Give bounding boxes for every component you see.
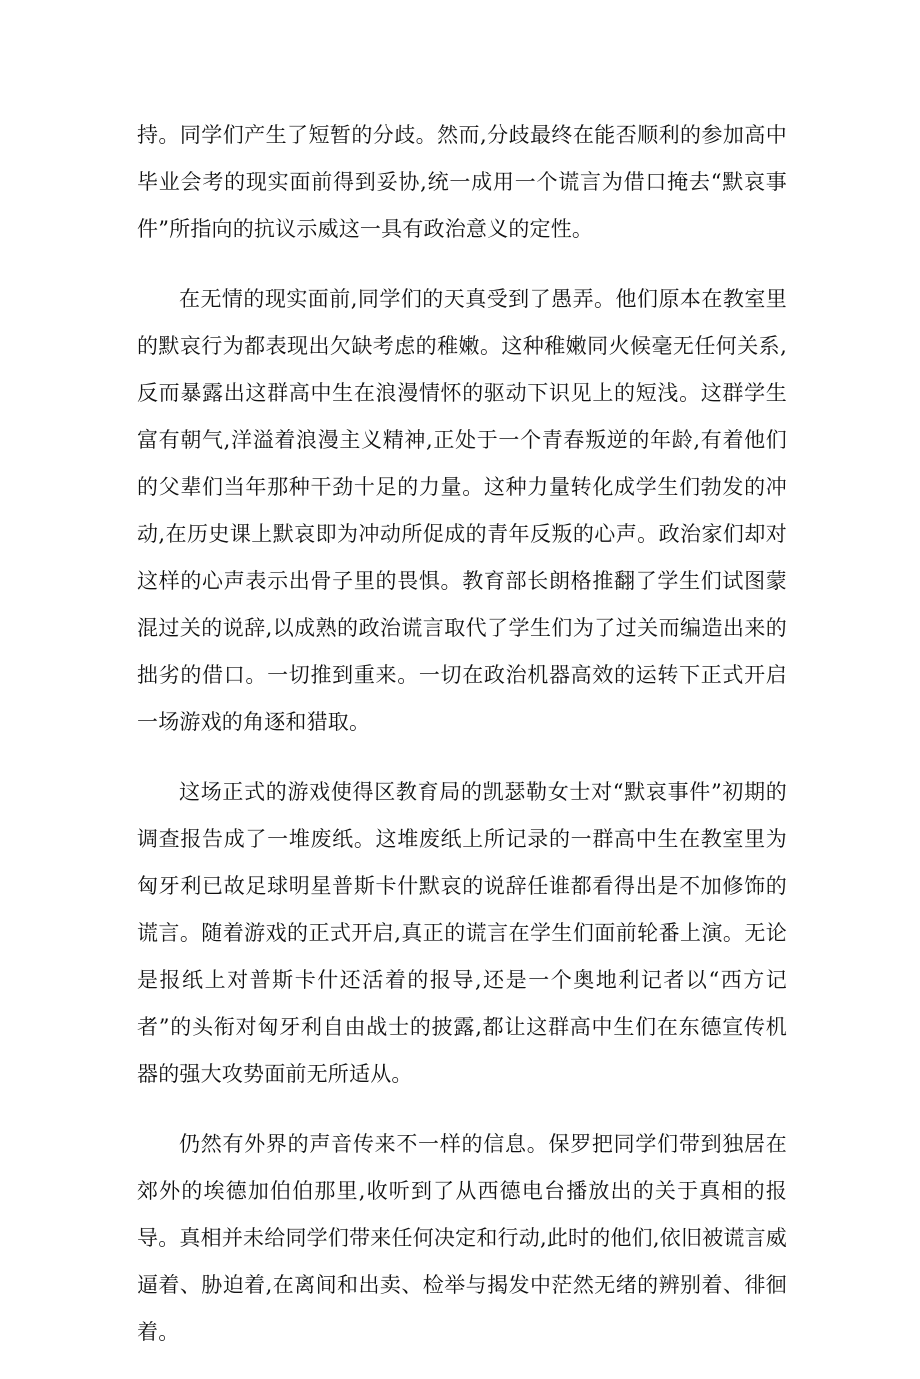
paragraph-continued: 持。同学们产生了短暂的分歧。然而,分歧最终在能否顺利的参加高中毕业会考的现实面前得到妥协,统一成用一个谎言为借口掩去“默哀事件”所指向的抗议示威这一具有政治意义的定性。 (137, 123, 787, 241)
paragraph: 在无情的现实面前,同学们的天真受到了愚弄。他们原本在教室里的默哀行为都表现出欠缺考虑的稚嫩。这种稚嫩同火候毫无任何关系,反而暴露出这群高中生在浪漫情怀的驱动下识见上的短浅。这群学生富有朝气,洋溢着浪漫主义精神,正处于一个青春叛逆的年龄,有着他们的父辈们当年那种干劲十足的力量。这种力量转化成学生们勃发的冲动,在历史课上默哀即为冲动所促成的青年反叛的心声。政治家们却对这样的心声表示出骨子里的畏惧。教育部长朗格推翻了学生们试图蒙混过关的说辞,以成熟的政治谎言取代了学生们为了过关而编造出来的拙劣的借口。一切推到重来。一切在政治机器高效的运转下正式开启一场游戏的角逐和猎取。 (137, 287, 787, 734)
paragraph: 这场正式的游戏使得区教育局的凯瑟勒女士对“默哀事件”初期的调查报告成了一堆废纸。这堆废纸上所记录的一群高中生在教室里为匈牙利已故足球明星普斯卡什默哀的说辞任谁都看得出是不加修饰的谎言。随着游戏的正式开启,真正的谎言在学生们面前轮番上演。无论是报纸上对普斯卡什还活着的报导,还是一个奥地利记者以“西方记者”的头衔对匈牙利自由战士的披露,都让这群高中生们在东德宣传机器的强大攻势面前无所适从。 (137, 780, 787, 1086)
document-body (137, 112, 787, 1379)
paragraph: 仍然有外界的声音传来不一样的信息。保罗把同学们带到独居在郊外的埃德加伯伯那里,收听到了从西德电台播放出的关于真相的报导。真相并未给同学们带来任何决定和行动,此时的他们,依旧被谎言威逼着、胁迫着,在离间和出卖、检举与揭发中茫然无绪的辨别着、徘徊着。 (137, 1132, 787, 1344)
